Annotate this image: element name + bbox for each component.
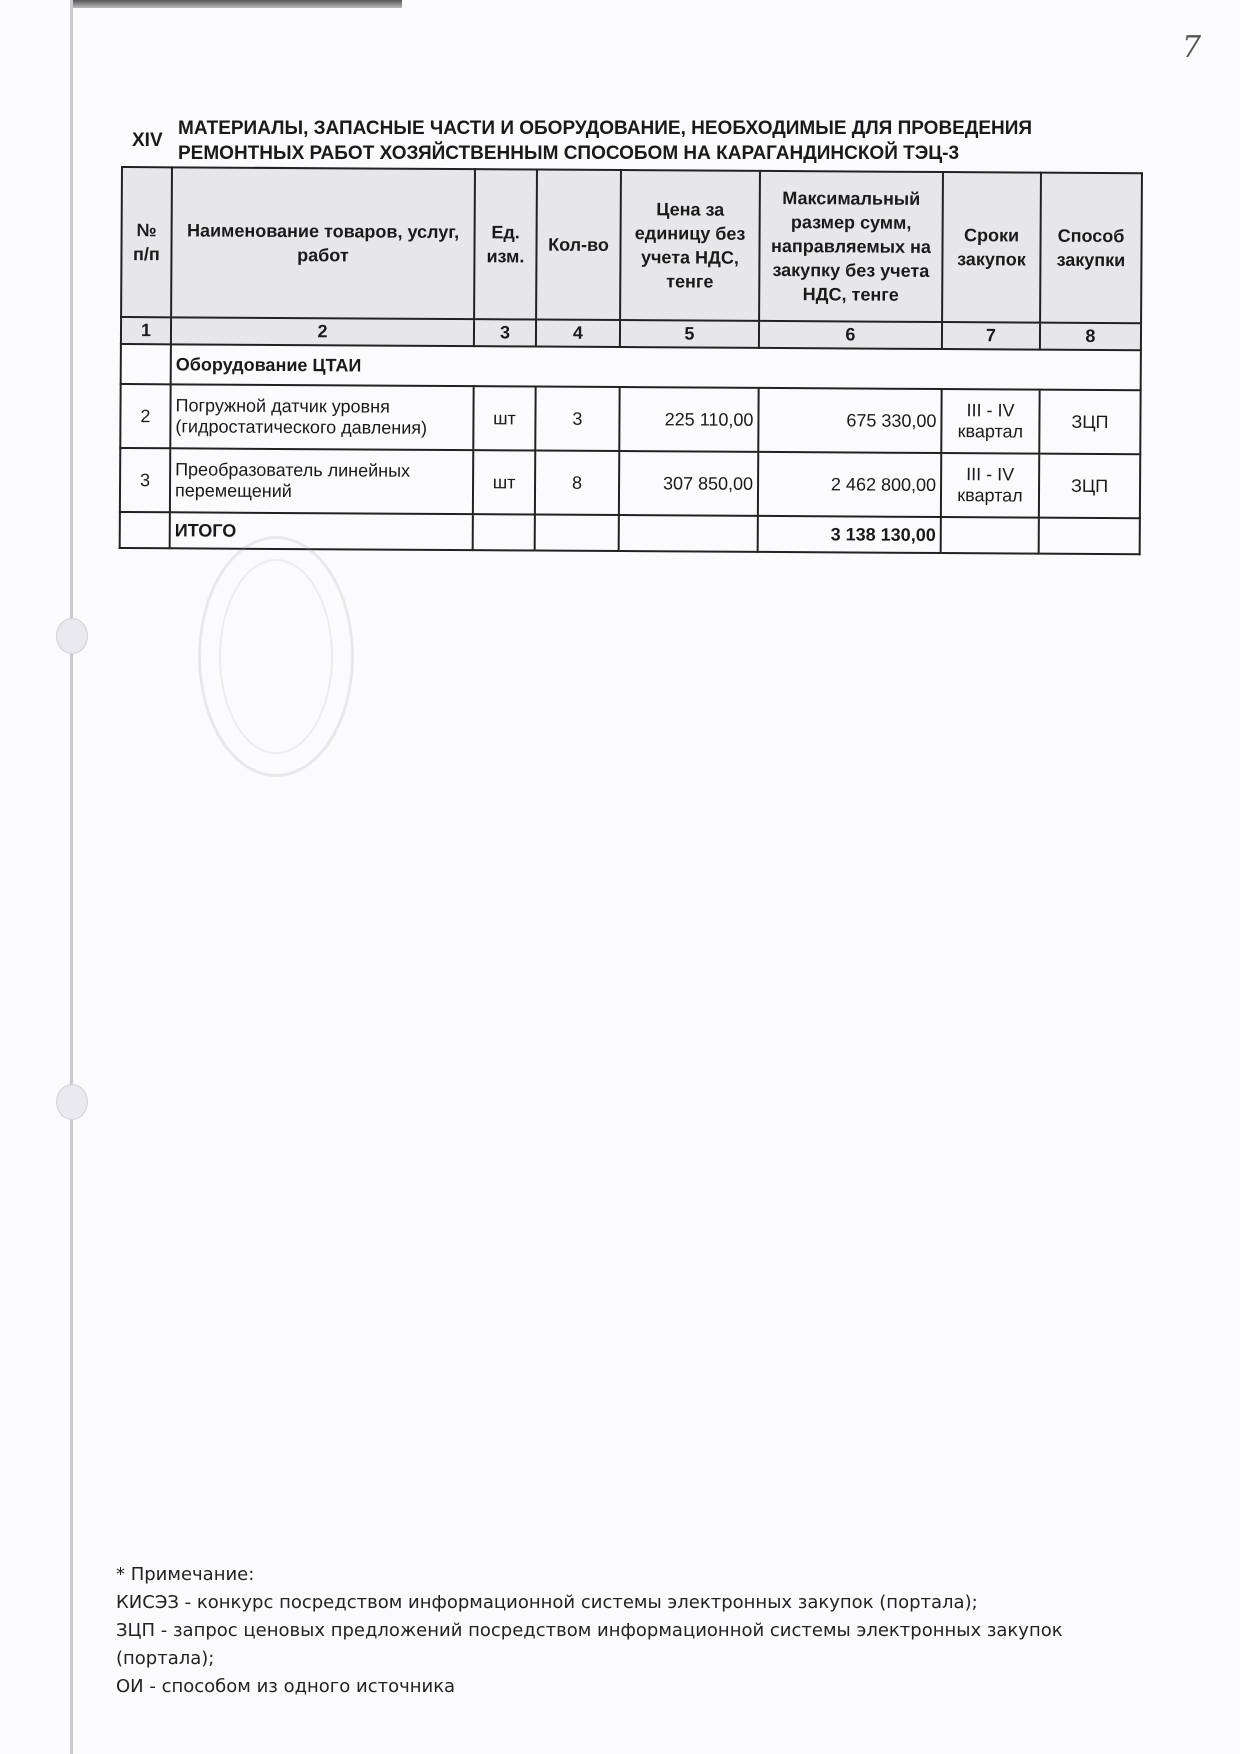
- section-heading: [132, 116, 1092, 166]
- table-row: [120, 448, 1140, 518]
- notes-line: ЗЦП - запрос ценовых предложений посредством информационной системы электронных закупок (портала);: [116, 1620, 1063, 1669]
- total-empty-cell: [120, 512, 170, 548]
- total-empty-cell: [941, 517, 1039, 554]
- column-number: 1: [121, 317, 171, 344]
- row-name: Погружной датчик уровня (гидростатического давления): [170, 384, 473, 450]
- header-num: № п/п: [121, 167, 172, 317]
- row-max-sum: 2 462 800,00: [758, 452, 941, 517]
- row-qty: 3: [535, 387, 619, 452]
- total-label: ИТОГО: [170, 512, 473, 550]
- total-empty-cell: [535, 515, 619, 552]
- notes-line: ОИ - способом из одного источника: [116, 1676, 456, 1697]
- column-number: 6: [759, 321, 942, 349]
- column-number: 8: [1040, 323, 1141, 351]
- total-value: 3 138 130,00: [758, 516, 941, 553]
- column-number: 5: [620, 320, 759, 348]
- header-method: Способ закупки: [1040, 173, 1142, 324]
- row-unit: шт: [473, 450, 535, 514]
- handwritten-page-number: 7: [1182, 30, 1202, 65]
- scan-edge-shadow: [72, 0, 402, 8]
- section-title-line2: РЕМОНТНЫХ РАБОТ ХОЗЯЙСТВЕННЫМ СПОСОБОМ НА КАРАГАНДИНСКОЙ ТЭЦ-3: [178, 143, 960, 164]
- total-empty-cell: [1039, 518, 1140, 555]
- total-empty-cell: [619, 515, 758, 552]
- column-number: 7: [942, 322, 1040, 350]
- row-num: 3: [120, 448, 170, 512]
- header-unit: Ед. изм.: [474, 169, 537, 319]
- notes-title: * Примечание:: [116, 1564, 255, 1585]
- page-margin-line: [70, 0, 73, 1754]
- notes-line: КИСЭЗ - конкурс посредством информационной системы электронных закупок (портала);: [116, 1592, 978, 1613]
- section-title-line1: МАТЕРИАЛЫ, ЗАПАСНЫЕ ЧАСТИ И ОБОРУДОВАНИЕ, НЕОБХОДИМЫЕ ДЛЯ ПРОВЕДЕНИЯ: [178, 118, 1033, 139]
- procurement-table: [119, 166, 1143, 555]
- header-max-sum: Максимальный размер сумм, направляемых на закупку без учета НДС, тенге: [759, 171, 943, 322]
- column-number: 2: [171, 317, 474, 346]
- column-number: 4: [536, 320, 620, 348]
- footnotes: [116, 1561, 1076, 1701]
- table-section-row: [121, 344, 1141, 390]
- header-name: Наименование товаров, услуг, работ: [171, 167, 475, 319]
- header-price: Цена за единицу без учета НДС, тенге: [620, 170, 760, 321]
- row-num: 2: [120, 384, 170, 448]
- table-row: [120, 384, 1140, 454]
- row-unit: шт: [473, 386, 535, 450]
- row-price: 225 110,00: [619, 387, 758, 452]
- punch-hole-top: [56, 618, 88, 654]
- faded-stamp-seal: [198, 536, 354, 777]
- column-number: 3: [474, 319, 536, 346]
- section-number: XIV: [132, 130, 163, 151]
- header-qty: Кол-во: [536, 170, 621, 321]
- section-title: [178, 116, 1032, 166]
- section-label: Оборудование ЦТАИ: [171, 344, 1141, 390]
- row-price: 307 850,00: [619, 451, 758, 516]
- header-term: Сроки закупок: [942, 172, 1041, 323]
- row-method: ЗЦП: [1039, 454, 1140, 519]
- row-max-sum: 675 330,00: [758, 388, 941, 453]
- section-empty-cell: [121, 344, 171, 384]
- row-qty: 8: [535, 451, 619, 516]
- row-name: Преобразователь линейных перемещений: [170, 448, 473, 514]
- total-empty-cell: [473, 514, 535, 550]
- row-method: ЗЦП: [1039, 390, 1140, 455]
- row-term: III - IV квартал: [941, 453, 1039, 518]
- table-header-row: [121, 167, 1142, 323]
- punch-hole-bottom: [56, 1084, 88, 1120]
- row-term: III - IV квартал: [941, 389, 1039, 454]
